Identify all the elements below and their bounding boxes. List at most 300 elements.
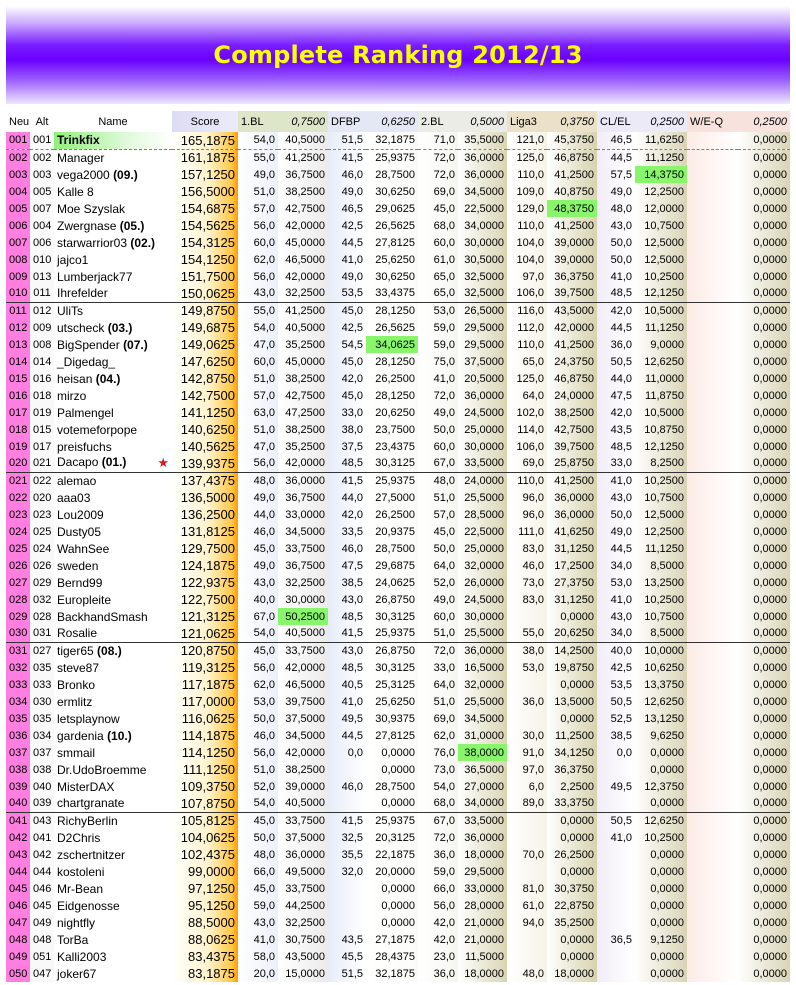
dfbp-points: 46,0 (328, 166, 366, 183)
rank-old: 010 (30, 251, 54, 268)
bl1-points: 50,0 (238, 710, 278, 727)
bl1-points: 60,0 (238, 353, 278, 370)
weq-weighted: 0,0000 (738, 676, 790, 693)
bl2-points: 53,0 (418, 302, 458, 319)
table-row (6, 659, 790, 676)
liga3-weighted: 41,2500 (547, 336, 597, 353)
player-name (54, 421, 172, 438)
player-name-text: vega2000 (57, 167, 110, 182)
dfbp-points: 41,5 (328, 625, 366, 642)
table-row (6, 625, 790, 642)
player-name-text: Eidgenosse (57, 898, 120, 913)
bl2-weighted: 24,0000 (458, 472, 507, 489)
bl1-points: 50,0 (238, 829, 278, 846)
bl1-points: 60,0 (238, 234, 278, 251)
player-name (54, 404, 172, 421)
bl2-points: 65,0 (418, 268, 458, 285)
rank-old: 022 (30, 472, 54, 489)
bl1-weighted: 45,0000 (278, 353, 328, 370)
total-score: 140,6250 (172, 421, 238, 438)
liga3-points: 110,0 (507, 472, 547, 489)
champion-tag: (05.) (119, 218, 145, 233)
liga3-weighted: 14,2500 (547, 642, 597, 659)
table-row (6, 863, 790, 880)
clel-weighted: 11,1250 (635, 540, 687, 557)
player-name (54, 829, 172, 846)
rank-new: 040 (6, 795, 30, 812)
weq-points (687, 761, 738, 778)
bl2-points: 33,0 (418, 659, 458, 676)
bl2-points: 68,0 (418, 217, 458, 234)
total-score: 124,1875 (172, 557, 238, 574)
bl1-points: 54,0 (238, 795, 278, 812)
weq-weighted: 0,0000 (738, 506, 790, 523)
clel-weighted: 10,5000 (635, 302, 687, 319)
table-row (6, 200, 790, 217)
player-name (54, 727, 172, 744)
total-score: 121,3125 (172, 608, 238, 625)
liga3-weighted: 48,3750 (547, 200, 597, 217)
player-name-text: sweden (57, 558, 99, 573)
clel-points: 34,0 (597, 625, 635, 642)
dfbp-weighted: 25,9375 (366, 149, 418, 166)
title-banner (6, 6, 790, 104)
clel-points: 41,0 (597, 472, 635, 489)
rank-new: 009 (6, 268, 30, 285)
clel-weighted: 0,0000 (635, 863, 687, 880)
liga3-points (507, 948, 547, 965)
clel-weighted: 0,0000 (635, 744, 687, 761)
player-name (54, 914, 172, 931)
rank-old: 001 (30, 132, 54, 149)
bl2-weighted: 36,5000 (458, 761, 507, 778)
bl1-weighted: 39,7500 (278, 693, 328, 710)
liga3-weighted: 39,0000 (547, 234, 597, 251)
rank-old: 032 (30, 591, 54, 608)
liga3-weighted: 26,2500 (547, 846, 597, 863)
clel-points: 42,0 (597, 302, 635, 319)
total-score: 140,5625 (172, 438, 238, 455)
total-score: 150,0625 (172, 285, 238, 302)
liga3-weighted: 30,3750 (547, 880, 597, 897)
clel-weighted: 11,1250 (635, 149, 687, 166)
bl1-points: 56,0 (238, 659, 278, 676)
player-name (54, 897, 172, 914)
liga3-points: 46,0 (507, 557, 547, 574)
dfbp-weighted: 24,0625 (366, 574, 418, 591)
header-name: Name (98, 115, 128, 128)
rank-old: 027 (30, 642, 54, 659)
player-name (54, 268, 172, 285)
bl2-weighted: 30,0000 (458, 234, 507, 251)
weq-weighted: 0,0000 (738, 251, 790, 268)
player-name (54, 285, 172, 302)
player-name (54, 506, 172, 523)
clel-weighted: 13,3750 (635, 676, 687, 693)
clel-points: 50,0 (597, 251, 635, 268)
player-name (54, 557, 172, 574)
dfbp-points: 45,5 (328, 948, 366, 965)
total-score: 141,1250 (172, 404, 238, 421)
bl2-weighted: 29,5000 (458, 336, 507, 353)
bl2-weighted: 36,0000 (458, 166, 507, 183)
player-name-text: Kalli2003 (57, 949, 107, 964)
bl1-weighted: 40,5000 (278, 625, 328, 642)
rank-new: 004 (6, 183, 30, 200)
liga3-points: 73,0 (507, 574, 547, 591)
clel-weighted: 10,6250 (635, 659, 687, 676)
liga3-points: 116,0 (507, 302, 547, 319)
header-weq: W/E-Q (687, 111, 738, 132)
weq-weighted: 0,0000 (738, 421, 790, 438)
weq-weighted: 0,0000 (738, 540, 790, 557)
weq-points (687, 285, 738, 302)
liga3-points: 6,0 (507, 778, 547, 795)
liga3-points (507, 931, 547, 948)
rank-old: 048 (30, 931, 54, 948)
bl2-points: 36,0 (418, 846, 458, 863)
liga3-weighted: 41,6250 (547, 523, 597, 540)
liga3-weighted: 2,2500 (547, 778, 597, 795)
clel-points: 43,0 (597, 217, 635, 234)
total-score: 116,0625 (172, 710, 238, 727)
bl2-weighted: 36,0000 (458, 829, 507, 846)
rank-old: 040 (30, 778, 54, 795)
rank-old: 047 (30, 965, 54, 982)
bl1-weighted: 42,0000 (278, 455, 328, 472)
total-score: 149,0625 (172, 336, 238, 353)
weq-weighted: 0,0000 (738, 727, 790, 744)
weq-weighted: 0,0000 (738, 591, 790, 608)
player-name-text: Palmengel (57, 405, 114, 420)
clel-points: 42,5 (597, 659, 635, 676)
rank-new: 012 (6, 319, 30, 336)
dfbp-weighted: 0,0000 (366, 914, 418, 931)
bl1-points: 62,0 (238, 676, 278, 693)
weq-weighted: 0,0000 (738, 608, 790, 625)
clel-weighted: 10,7500 (635, 217, 687, 234)
bl1-points: 46,0 (238, 727, 278, 744)
bl1-weighted: 36,7500 (278, 166, 328, 183)
clel-weighted: 9,1250 (635, 931, 687, 948)
liga3-points: 36,0 (507, 693, 547, 710)
rank-old: 015 (30, 421, 54, 438)
dfbp-points: 46,0 (328, 778, 366, 795)
weq-points (687, 217, 738, 234)
table-row (6, 132, 790, 149)
dfbp-points: 41,5 (328, 472, 366, 489)
header-1bl-weight: 0,7500 (278, 111, 328, 132)
rank-old: 017 (30, 438, 54, 455)
player-name-text: aaa03 (57, 490, 91, 505)
clel-points: 50,5 (597, 353, 635, 370)
clel-weighted: 12,6250 (635, 812, 687, 829)
bl2-points: 59,0 (418, 319, 458, 336)
table-row (6, 710, 790, 727)
dfbp-weighted: 30,3125 (366, 659, 418, 676)
player-name (54, 948, 172, 965)
player-name-text: Dusty05 (57, 524, 102, 539)
header-neu: Neu (9, 115, 30, 128)
dfbp-points: 49,0 (328, 268, 366, 285)
dfbp-weighted: 32,1875 (366, 132, 418, 149)
weq-weighted: 0,0000 (738, 557, 790, 574)
liga3-weighted: 11,2500 (547, 727, 597, 744)
clel-points: 48,0 (597, 200, 635, 217)
clel-weighted: 12,0000 (635, 200, 687, 217)
bl2-weighted: 30,0000 (458, 608, 507, 625)
player-name (54, 234, 172, 251)
rank-old: 025 (30, 523, 54, 540)
clel-points: 44,5 (597, 149, 635, 166)
liga3-weighted: 46,8750 (547, 370, 597, 387)
rank-old: 031 (30, 625, 54, 642)
weq-weighted: 0,0000 (738, 931, 790, 948)
bl1-weighted: 42,7500 (278, 387, 328, 404)
bl2-weighted: 25,0000 (458, 540, 507, 557)
total-score: 104,0625 (172, 829, 238, 846)
dfbp-points (328, 897, 366, 914)
player-name (54, 880, 172, 897)
bl2-weighted: 36,0000 (458, 149, 507, 166)
liga3-points: 125,0 (507, 370, 547, 387)
clel-weighted: 13,2500 (635, 574, 687, 591)
rank-old: 033 (30, 676, 54, 693)
liga3-points (507, 829, 547, 846)
dfbp-points: 33,0 (328, 404, 366, 421)
weq-points (687, 676, 738, 693)
clel-points (597, 897, 635, 914)
bl2-points: 64,0 (418, 676, 458, 693)
rank-old: 024 (30, 540, 54, 557)
clel-weighted: 0,0000 (635, 914, 687, 931)
weq-points (687, 608, 738, 625)
rank-new: 033 (6, 676, 30, 693)
weq-weighted: 0,0000 (738, 455, 790, 472)
rank-old: 034 (30, 727, 54, 744)
player-name (54, 370, 172, 387)
dfbp-weighted: 25,6250 (366, 693, 418, 710)
bl2-points: 42,0 (418, 914, 458, 931)
clel-points: 43,0 (597, 608, 635, 625)
clel-weighted: 0,0000 (635, 965, 687, 982)
player-name-text: Zwergnase (57, 218, 117, 233)
dfbp-weighted: 23,4375 (366, 438, 418, 455)
weq-points (687, 880, 738, 897)
rank-new: 049 (6, 948, 30, 965)
header-clel: CL/EL (597, 111, 635, 132)
clel-points: 48,5 (597, 285, 635, 302)
dfbp-points: 44,5 (328, 727, 366, 744)
liga3-points: 65,0 (507, 353, 547, 370)
bl2-weighted: 25,5000 (458, 693, 507, 710)
liga3-weighted: 35,2500 (547, 914, 597, 931)
table-row (6, 829, 790, 846)
table-row (6, 948, 790, 965)
bl1-weighted: 42,0000 (278, 659, 328, 676)
rank-old: 020 (30, 489, 54, 506)
liga3-points: 129,0 (507, 200, 547, 217)
weq-points (687, 421, 738, 438)
rank-new: 013 (6, 336, 30, 353)
rank-new: 042 (6, 829, 30, 846)
header-weq-weight: 0,2500 (738, 111, 790, 132)
liga3-weighted: 24,3750 (547, 353, 597, 370)
weq-points (687, 455, 738, 472)
bl2-points: 49,0 (418, 591, 458, 608)
table-row (6, 438, 790, 455)
bl1-weighted: 47,2500 (278, 404, 328, 421)
player-name-text: Bronko (57, 677, 96, 692)
clel-weighted: 9,0000 (635, 336, 687, 353)
bl1-weighted: 35,2500 (278, 438, 328, 455)
player-name (54, 965, 172, 982)
clel-points: 44,0 (597, 370, 635, 387)
weq-weighted: 0,0000 (738, 914, 790, 931)
total-score: 114,1875 (172, 727, 238, 744)
weq-weighted: 0,0000 (738, 387, 790, 404)
rank-old: 051 (30, 948, 54, 965)
bl1-weighted: 38,2500 (278, 370, 328, 387)
bl2-points: 51,0 (418, 693, 458, 710)
player-name (54, 132, 172, 149)
bl1-weighted: 40,5000 (278, 795, 328, 812)
total-score: 157,1250 (172, 166, 238, 183)
table-row (6, 557, 790, 574)
liga3-weighted: 38,2500 (547, 404, 597, 421)
bl2-points: 36,0 (418, 965, 458, 982)
bl1-weighted: 40,5000 (278, 132, 328, 149)
clel-weighted: 8,5000 (635, 625, 687, 642)
table-row (6, 234, 790, 251)
player-name (54, 591, 172, 608)
weq-weighted: 0,0000 (738, 200, 790, 217)
table-row (6, 642, 790, 659)
liga3-points: 83,0 (507, 591, 547, 608)
bl2-weighted: 35,5000 (458, 132, 507, 149)
bl2-weighted: 26,0000 (458, 574, 507, 591)
dfbp-points: 49,0 (328, 183, 366, 200)
player-name-text: Europleite (57, 592, 112, 607)
liga3-weighted: 36,3750 (547, 761, 597, 778)
weq-points (687, 166, 738, 183)
player-name (54, 761, 172, 778)
liga3-weighted: 36,3750 (547, 268, 597, 285)
dfbp-points: 35,5 (328, 846, 366, 863)
total-score: 137,4375 (172, 472, 238, 489)
bl1-weighted: 15,0000 (278, 965, 328, 982)
rank-new: 025 (6, 540, 30, 557)
rank-old: 004 (30, 217, 54, 234)
clel-points: 42,0 (597, 404, 635, 421)
bl1-weighted: 36,7500 (278, 489, 328, 506)
total-score: 139,9375 (172, 455, 238, 472)
dfbp-points: 40,5 (328, 676, 366, 693)
dfbp-points (328, 880, 366, 897)
player-name-text: Kalle 8 (57, 184, 94, 199)
liga3-points: 38,0 (507, 642, 547, 659)
dfbp-points: 47,5 (328, 557, 366, 574)
dfbp-weighted: 28,7500 (366, 166, 418, 183)
bl2-points: 61,0 (418, 251, 458, 268)
player-name (54, 710, 172, 727)
rank-old: 029 (30, 574, 54, 591)
clel-weighted: 12,5000 (635, 506, 687, 523)
table-row (6, 421, 790, 438)
weq-weighted: 0,0000 (738, 846, 790, 863)
player-name-text: alemao (57, 473, 97, 488)
table-row (6, 166, 790, 183)
clel-weighted: 0,0000 (635, 795, 687, 812)
weq-points (687, 591, 738, 608)
champion-tag: (04.) (95, 371, 121, 386)
clel-points (597, 761, 635, 778)
weq-points (687, 268, 738, 285)
table-header (6, 111, 790, 132)
bl1-weighted: 46,5000 (278, 676, 328, 693)
header-score: Score (172, 111, 238, 132)
bl2-weighted: 29,5000 (458, 319, 507, 336)
liga3-weighted: 27,3750 (547, 574, 597, 591)
rank-new: 006 (6, 217, 30, 234)
bl1-points: 49,0 (238, 557, 278, 574)
clel-points: 41,0 (597, 268, 635, 285)
liga3-points: 102,0 (507, 404, 547, 421)
clel-weighted: 12,6250 (635, 693, 687, 710)
dfbp-points: 38,5 (328, 574, 366, 591)
liga3-weighted: 0,0000 (547, 948, 597, 965)
bl1-weighted: 34,5000 (278, 727, 328, 744)
player-name-text: ermlitz (57, 694, 93, 709)
liga3-points: 30,0 (507, 727, 547, 744)
total-score: 122,9375 (172, 574, 238, 591)
total-score: 129,7500 (172, 540, 238, 557)
dfbp-weighted: 0,0000 (366, 897, 418, 914)
bl2-points: 51,0 (418, 625, 458, 642)
dfbp-weighted: 20,9375 (366, 523, 418, 540)
bl1-weighted: 38,2500 (278, 421, 328, 438)
total-score: 154,1250 (172, 251, 238, 268)
bl2-points: 72,0 (418, 642, 458, 659)
rank-old: 002 (30, 149, 54, 166)
clel-weighted: 0,0000 (635, 880, 687, 897)
total-score: 149,6875 (172, 319, 238, 336)
clel-points (597, 948, 635, 965)
dfbp-weighted: 26,8750 (366, 591, 418, 608)
bl1-weighted: 33,7500 (278, 880, 328, 897)
player-name-text: WahnSee (57, 541, 110, 556)
table-row (6, 591, 790, 608)
weq-points (687, 302, 738, 319)
clel-weighted: 12,2500 (635, 523, 687, 540)
liga3-weighted: 43,5000 (547, 302, 597, 319)
dfbp-weighted: 20,3125 (366, 829, 418, 846)
weq-points (687, 948, 738, 965)
rank-new: 044 (6, 863, 30, 880)
bl1-points: 53,0 (238, 693, 278, 710)
rank-new: 021 (6, 472, 30, 489)
bl1-weighted: 45,0000 (278, 234, 328, 251)
dfbp-weighted: 25,6250 (366, 251, 418, 268)
clel-weighted: 0,0000 (635, 897, 687, 914)
weq-weighted: 0,0000 (738, 693, 790, 710)
bl2-points: 62,0 (418, 727, 458, 744)
liga3-weighted: 36,0000 (547, 506, 597, 523)
liga3-points: 94,0 (507, 914, 547, 931)
weq-points (687, 897, 738, 914)
weq-weighted: 0,0000 (738, 285, 790, 302)
table-row (6, 319, 790, 336)
